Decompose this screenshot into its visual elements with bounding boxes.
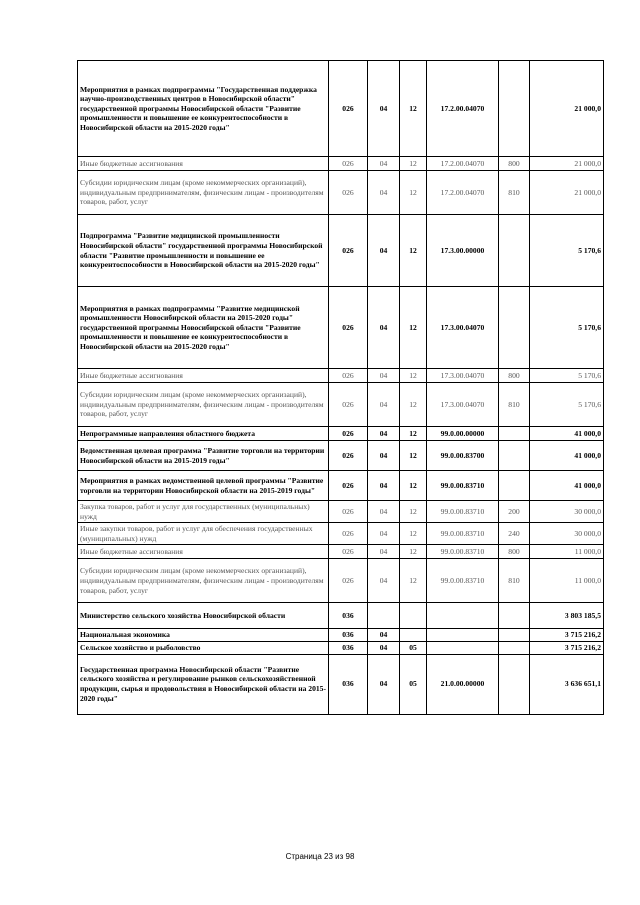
- row-csr: 17.3.00.04070: [427, 383, 499, 427]
- row-name: Министерство сельского хозяйства Новосибирской области: [78, 603, 329, 629]
- table-row: [78, 501, 604, 523]
- row-pr: 12: [400, 157, 427, 171]
- row-csr: 21.0.00.00000: [427, 654, 499, 714]
- row-ved: 026: [329, 61, 368, 157]
- row-ved: 026: [329, 545, 368, 559]
- row-csr: 17.3.00.04070: [427, 369, 499, 383]
- table-row: [78, 427, 604, 441]
- row-rz: 04: [368, 61, 400, 157]
- row-ved: 036: [329, 629, 368, 642]
- row-rz: 04: [368, 427, 400, 441]
- row-csr: 99.0.00.83710: [427, 559, 499, 603]
- row-vr: [499, 654, 530, 714]
- row-sum: 3 803 185,5: [530, 603, 604, 629]
- row-csr: [427, 641, 499, 654]
- budget-table: [77, 60, 604, 715]
- table-row: [78, 369, 604, 383]
- row-sum: 30 000,0: [530, 501, 604, 523]
- row-csr: 99.0.00.83710: [427, 523, 499, 545]
- row-name: Иные бюджетные ассигнования: [78, 369, 329, 383]
- row-sum: 21 000,0: [530, 171, 604, 215]
- row-rz: 04: [368, 369, 400, 383]
- row-name: Ведомственная целевая программа "Развитие торговли на территории Новосибирской области на 2015-2019 годы": [78, 441, 329, 471]
- row-vr: 810: [499, 559, 530, 603]
- table-row: [78, 215, 604, 287]
- row-csr: 99.0.00.83710: [427, 501, 499, 523]
- row-rz: 04: [368, 641, 400, 654]
- row-pr: 12: [400, 383, 427, 427]
- row-pr: [400, 629, 427, 642]
- row-vr: [499, 441, 530, 471]
- row-rz: 04: [368, 441, 400, 471]
- row-rz: 04: [368, 654, 400, 714]
- row-vr: [499, 603, 530, 629]
- table-row: [78, 545, 604, 559]
- row-vr: [499, 471, 530, 501]
- row-sum: 11 000,0: [530, 545, 604, 559]
- table-row: [78, 287, 604, 369]
- row-name: Мероприятия в рамках подпрограммы "Развитие медицинской промышленности Новосибирской области на 2015-2020 годы" государственной программы Новосибирской области "Развитие промышленности и повышение ее конкурентоспособности в Новосибирской области на 2015-2020 годы": [78, 287, 329, 369]
- row-vr: 240: [499, 523, 530, 545]
- row-pr: 12: [400, 287, 427, 369]
- row-pr: 12: [400, 215, 427, 287]
- row-name: Иные бюджетные ассигнования: [78, 545, 329, 559]
- row-vr: 800: [499, 369, 530, 383]
- row-ved: 026: [329, 287, 368, 369]
- row-vr: [499, 61, 530, 157]
- row-rz: 04: [368, 215, 400, 287]
- row-ved: 026: [329, 171, 368, 215]
- row-rz: 04: [368, 559, 400, 603]
- table-row: [78, 603, 604, 629]
- row-name: Мероприятия в рамках ведомственной целевой программы "Развитие торговли на территории Новосибирской области на 2015-2019 годы": [78, 471, 329, 501]
- row-sum: 41 000,0: [530, 427, 604, 441]
- row-pr: 05: [400, 641, 427, 654]
- row-sum: 3 636 651,1: [530, 654, 604, 714]
- row-sum: 11 000,0: [530, 559, 604, 603]
- table-row: [78, 157, 604, 171]
- row-rz: 04: [368, 287, 400, 369]
- row-vr: 810: [499, 383, 530, 427]
- table-row: [78, 471, 604, 501]
- row-csr: 99.0.00.83700: [427, 441, 499, 471]
- row-csr: 17.2.00.04070: [427, 157, 499, 171]
- row-csr: 99.0.00.83710: [427, 545, 499, 559]
- row-rz: 04: [368, 501, 400, 523]
- row-name: Непрограммные направления областного бюджета: [78, 427, 329, 441]
- row-rz: [368, 603, 400, 629]
- row-pr: 12: [400, 545, 427, 559]
- row-name: Закупка товаров, работ и услуг для государственных (муниципальных) нужд: [78, 501, 329, 523]
- row-name: Иные бюджетные ассигнования: [78, 157, 329, 171]
- row-pr: 12: [400, 427, 427, 441]
- row-rz: 04: [368, 383, 400, 427]
- row-vr: [499, 287, 530, 369]
- row-ved: 026: [329, 427, 368, 441]
- row-vr: 810: [499, 171, 530, 215]
- row-rz: 04: [368, 171, 400, 215]
- row-ved: 026: [329, 441, 368, 471]
- row-pr: 12: [400, 471, 427, 501]
- row-rz: 04: [368, 629, 400, 642]
- row-sum: 41 000,0: [530, 471, 604, 501]
- row-ved: 036: [329, 654, 368, 714]
- row-csr: 17.3.00.00000: [427, 215, 499, 287]
- row-ved: 026: [329, 215, 368, 287]
- row-vr: [499, 629, 530, 642]
- row-pr: 12: [400, 501, 427, 523]
- row-vr: [499, 215, 530, 287]
- row-sum: 3 715 216,2: [530, 629, 604, 642]
- row-rz: 04: [368, 157, 400, 171]
- row-name: Подпрограмма "Развитие медицинской промышленности Новосибирской области" государственной программы Новосибирской области "Развитие промышленности и повышение ее конкурентоспособности в Новосибирской области на 2015-2020 годы": [78, 215, 329, 287]
- table-row: [78, 441, 604, 471]
- row-sum: 5 170,6: [530, 215, 604, 287]
- table-row: [78, 654, 604, 714]
- row-name: Национальная экономика: [78, 629, 329, 642]
- row-csr: [427, 603, 499, 629]
- row-name: Иные закупки товаров, работ и услуг для обеспечения государственных (муниципальных) нужд: [78, 523, 329, 545]
- row-name: Субсидии юридическим лицам (кроме некоммерческих организаций), индивидуальным предпринимателям, физическим лицам - производителям товаров, работ, услуг: [78, 171, 329, 215]
- row-sum: 5 170,6: [530, 369, 604, 383]
- row-pr: 12: [400, 559, 427, 603]
- row-ved: 026: [329, 383, 368, 427]
- row-csr: 99.0.00.83710: [427, 471, 499, 501]
- row-pr: 12: [400, 171, 427, 215]
- row-sum: 21 000,0: [530, 157, 604, 171]
- row-sum: 5 170,6: [530, 287, 604, 369]
- row-pr: 12: [400, 441, 427, 471]
- row-vr: [499, 641, 530, 654]
- row-rz: 04: [368, 471, 400, 501]
- row-pr: 12: [400, 369, 427, 383]
- row-csr: 17.2.00.04070: [427, 61, 499, 157]
- row-pr: 12: [400, 523, 427, 545]
- table-row: [78, 523, 604, 545]
- row-vr: 800: [499, 157, 530, 171]
- table-row: [78, 559, 604, 603]
- row-ved: 026: [329, 523, 368, 545]
- table-row: [78, 61, 604, 157]
- row-ved: 036: [329, 641, 368, 654]
- row-pr: 05: [400, 654, 427, 714]
- row-ved: 026: [329, 157, 368, 171]
- row-name: Субсидии юридическим лицам (кроме некоммерческих организаций), индивидуальным предпринимателям, физическим лицам - производителям товаров, работ, услуг: [78, 383, 329, 427]
- row-name: Мероприятия в рамках подпрограммы "Государственная поддержка научно-производственных центров в Новосибирской области" государственной программы Новосибирской области "Развитие промышленности и повышение ее конкурентоспособности в Новосибирской области на 2015-2020 годы": [78, 61, 329, 157]
- row-sum: 5 170,6: [530, 383, 604, 427]
- page-number: Страница 23 из 98: [285, 852, 355, 861]
- row-ved: 026: [329, 471, 368, 501]
- row-csr: 17.2.00.04070: [427, 171, 499, 215]
- row-name: Государственная программа Новосибирской области "Развитие сельского хозяйства и регулирование рынков сельскохозяйственной продукции, сырья и продовольствия в Новосибирской области на 2015-2020 годы": [78, 654, 329, 714]
- row-vr: 800: [499, 545, 530, 559]
- row-vr: [499, 427, 530, 441]
- table-row: [78, 171, 604, 215]
- row-name: Сельское хозяйство и рыболовство: [78, 641, 329, 654]
- table-row: [78, 383, 604, 427]
- row-sum: 3 715 216,2: [530, 641, 604, 654]
- row-csr: [427, 629, 499, 642]
- row-csr: 17.3.00.04070: [427, 287, 499, 369]
- row-vr: 200: [499, 501, 530, 523]
- row-sum: 41 000,0: [530, 441, 604, 471]
- row-pr: [400, 603, 427, 629]
- row-rz: 04: [368, 523, 400, 545]
- table-row: [78, 629, 604, 642]
- row-pr: 12: [400, 61, 427, 157]
- row-csr: 99.0.00.00000: [427, 427, 499, 441]
- row-ved: 026: [329, 501, 368, 523]
- row-ved: 026: [329, 559, 368, 603]
- row-name: Субсидии юридическим лицам (кроме некоммерческих организаций), индивидуальным предпринимателям, физическим лицам - производителям товаров, работ, услуг: [78, 559, 329, 603]
- table-row: [78, 641, 604, 654]
- row-sum: 21 000,0: [530, 61, 604, 157]
- row-ved: 026: [329, 369, 368, 383]
- row-rz: 04: [368, 545, 400, 559]
- row-sum: 30 000,0: [530, 523, 604, 545]
- row-ved: 036: [329, 603, 368, 629]
